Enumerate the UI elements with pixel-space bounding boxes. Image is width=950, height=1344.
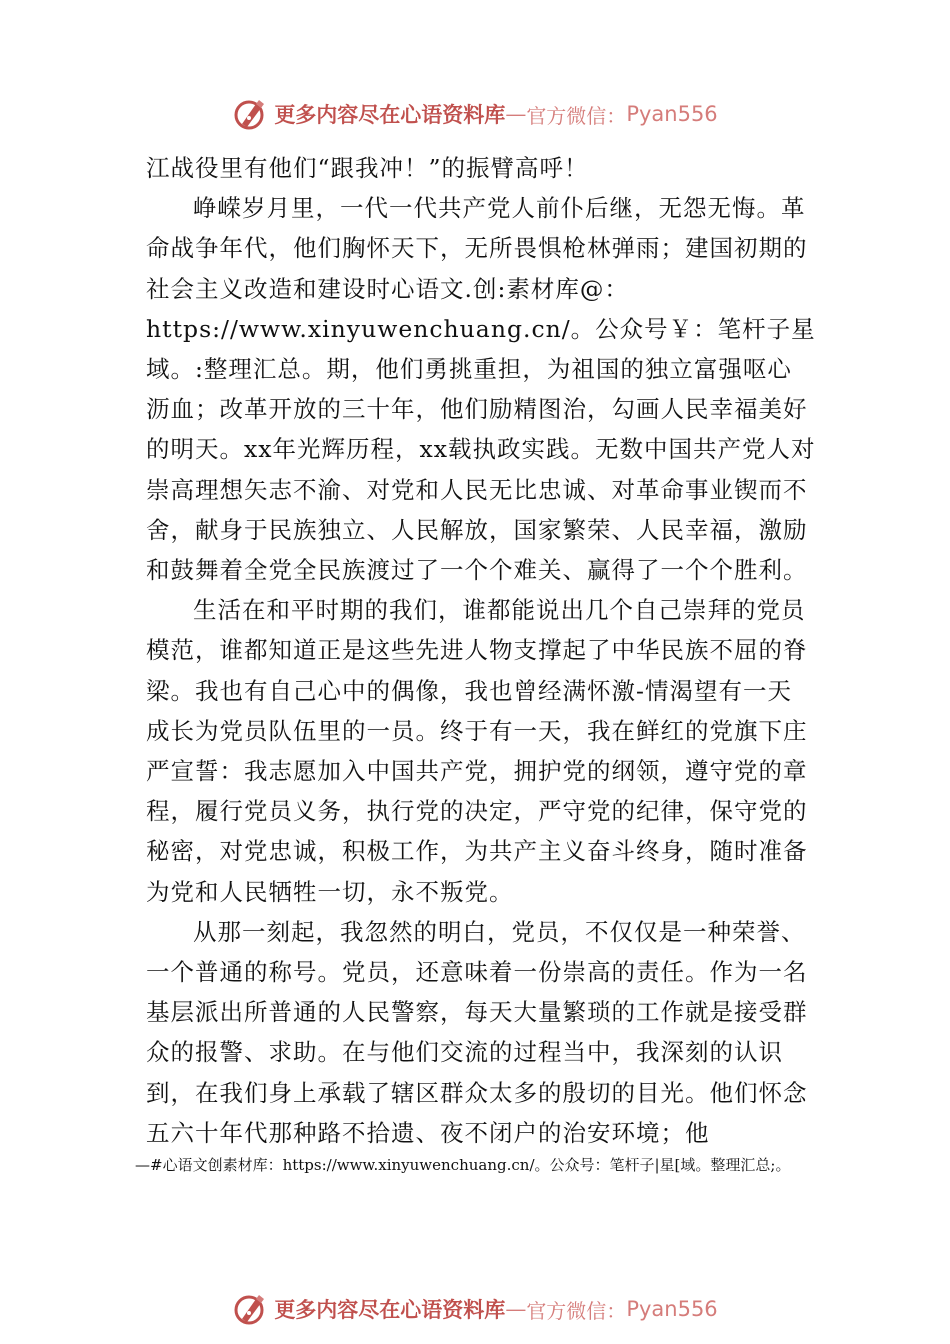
footnote: —#心语文创素材库：https://www.xinyuwenchuang.cn/。公众号：笔杆子|星[域。整理汇总;。 <box>135 1156 791 1174</box>
paragraph: 从那一刻起，我忽然的明白，党员，不仅仅是一种荣誉、一个普通的称号。党员，还意味着一份崇高的责任。作为一名基层派出所普通的人民警察，每天大量繁琐的工作就是接受群众的报警、求助。在与他们交流的过程当中，我深刻的认识到，在我们身上承载了辖区群众太多的殷切的目光。他们怀念五六十年代那种路不拾遗、夜不闭户的治安环境；他 <box>146 917 808 1147</box>
header-dash: — <box>505 102 527 126</box>
header-banner <box>0 92 950 136</box>
footer-wechat-label: 官方微信： <box>526 1298 627 1323</box>
paragraph: 生活在和平时期的我们，谁都能说出几个自己崇拜的党员模范，谁都知道正是这些先进人物支撑起了中华民族不屈的脊梁。我也有自己心中的偶像，我也曾经满怀激-情渴望有一天成长为党员队伍里的一员。终于有一天，我在鲜红的党旗下庄严宣誓：我志愿加入中国共产党，拥护党的纲领，遵守党的章程，履行党员义务，执行党的决定，严守党的纪律，保守党的秘密，对党忠诚，积极工作，为共产主义奋斗终身，随时准备为党和人民牺牲一切，永不叛党。 <box>146 596 808 906</box>
header-wechat-label: 官方微信： <box>526 103 627 128</box>
footer-brand-text: 更多内容尽在心语资料库 <box>274 1297 506 1322</box>
footer-wechat-handle: Pyan556 <box>626 1297 718 1321</box>
document-body <box>146 148 816 1153</box>
footer-dash: — <box>505 1297 527 1321</box>
header-wechat-handle: Pyan556 <box>626 102 718 126</box>
pen-nib-logo-icon <box>232 96 268 132</box>
pen-nib-logo-icon <box>232 1291 268 1327</box>
footer-banner <box>0 1287 950 1331</box>
paragraph: 峥嵘岁月里，一代一代共产党人前仆后继，无怨无悔。革命战争年代，他们胸怀天下，无所畏惧枪林弹雨；建国初期的社会主义改造和建设时心语文.创:素材库@：https://www.xinyuwenchuang.cn/。公众号￥：笔杆子星域。:整理汇总。期，他们勇挑重担，为祖国的独立富强呕心沥血；改革开放的三十年，他们励精图治，勾画人民幸福美好的明天。xx年光辉历程，xx载执政实践。无数中国共产党人对崇高理想矢志不渝、对党和人民无比忠诚、对革命事业锲而不舍，献身于民族独立、人民解放，国家繁荣、人民幸福，激励和鼓舞着全党全民族渡过了一个个难关、赢得了一个个胜利。 <box>146 194 816 585</box>
header-brand-text: 更多内容尽在心语资料库 <box>274 102 506 127</box>
paragraph-continuation: 江战役里有他们“跟我冲！”的振臂高呼！ <box>146 154 589 182</box>
